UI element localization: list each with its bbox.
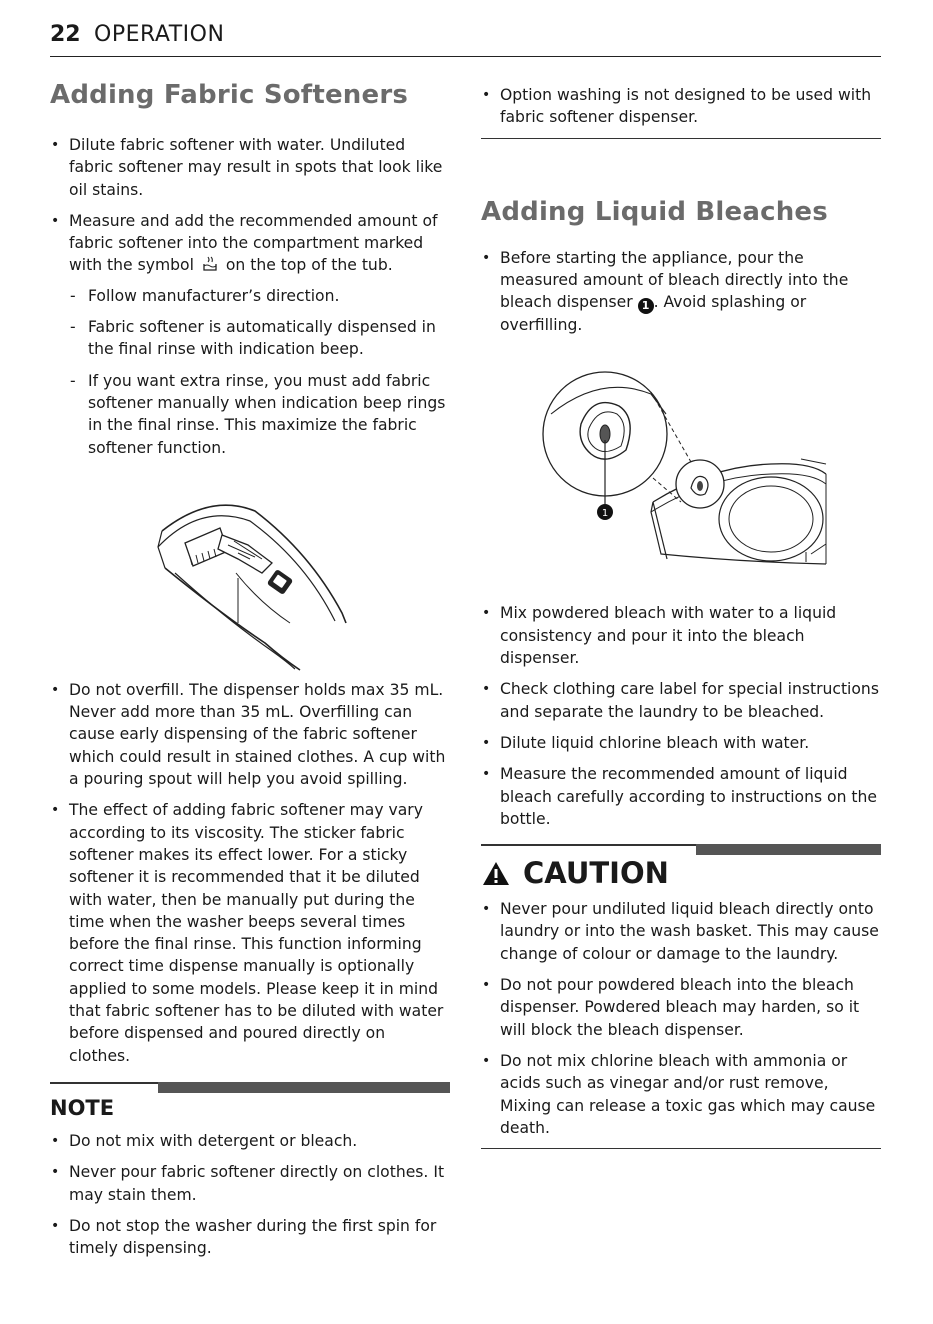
list-item-text: Before starting the appliance, pour the measured amount of bleach directly into the bleach dispenser [500, 248, 849, 312]
list-item: • The effect of adding fabric softener may vary according to its viscosity. The sticker fabric softener makes its effect lower. For a sticky softener it is recommended that it be diluted with water, then be manually put during the time when the washer beeps several times before the final rinse. This function informing correct time dispense manually is optionally applied to some models. Please keep it in mind that fabric softener has to be diluted with water before dispensed and poured directly on clothes. [50, 799, 450, 1067]
list-item: • Dilute liquid chlorine bleach with water. [481, 732, 881, 754]
callout-number: 1 [601, 508, 609, 520]
dash-item: - If you want extra rinse, you must add fabric softener manually when indication beep rings in the final rinse. This maximize the fabric softener function. [50, 370, 450, 459]
caution-list [481, 898, 881, 1139]
softener-option-list [481, 84, 881, 129]
list-item [481, 247, 881, 337]
list-item: • Do not stop the washer during the first spin for timely dispensing. [50, 1215, 450, 1260]
left-column [50, 80, 450, 1268]
page-header [50, 18, 881, 57]
note-title: NOTE [50, 1095, 115, 1120]
bleach-dispenser-illustration [481, 354, 881, 594]
note-list [50, 1130, 450, 1259]
list-item-text: . Avoid splashing or overfilling. [500, 293, 807, 335]
caution-title: CAUTION [523, 856, 669, 891]
caution-bar [481, 844, 881, 856]
list-item: • Check clothing care label for special instructions and separate the laundry to be bleached. [481, 678, 881, 723]
list-item-text: Measure and add the recommended amount of fabric softener into the compartment marked with the symbol [69, 211, 438, 275]
softeners-dash-list [50, 285, 450, 459]
list-item: • Option washing is not designed to be used with fabric softener dispenser. [481, 84, 881, 129]
note-bar [50, 1082, 450, 1094]
bleaches-list [481, 602, 881, 830]
list-item: • Measure the recommended amount of liquid bleach carefully according to instructions on the bottle. [481, 763, 881, 830]
divider [481, 1148, 881, 1149]
softeners-list [50, 134, 450, 277]
section-title: OPERATION [94, 22, 225, 47]
warning-triangle-icon [481, 860, 511, 887]
softeners-list-2 [50, 679, 450, 1067]
page-number: 22 [50, 22, 81, 47]
fabric-softeners-heading: Adding Fabric Softeners [50, 80, 409, 110]
list-item: • Dilute fabric softener with water. Undiluted fabric softener may result in spots that look like oil stains. [50, 134, 450, 201]
list-item: • Never pour undiluted liquid bleach directly onto laundry or into the wash basket. This may cause change of colour or damage to the laundry. [481, 898, 881, 965]
divider [481, 138, 881, 139]
list-item: • Do not overfill. The dispenser holds max 35 mL. Never add more than 35 mL. Overfilling can cause early dispensing of the fabric softener which could result in stained clothes. A cup with a pouring spout will help you avoid spilling. [50, 679, 450, 790]
list-item: • Mix powdered bleach with water to a liquid consistency and pour it into the bleach dispenser. [481, 602, 881, 669]
liquid-bleaches-heading: Adding Liquid Bleaches [481, 196, 828, 227]
softener-symbol-icon [201, 255, 219, 273]
list-item-text: on the top of the tub. [225, 256, 393, 275]
caution-heading [481, 856, 881, 890]
note-box [50, 1082, 450, 1259]
softener-dispenser-illustration [50, 473, 450, 673]
list-item: • Do not mix chlorine bleach with ammonia or acids such as vinegar and/or rust remove, Mixing can release a toxic gas which may cause death. [481, 1050, 881, 1139]
dash-item: - Fabric softener is automatically dispensed in the final rinse with indication beep. [50, 316, 450, 361]
list-item [50, 210, 450, 277]
callout-marker: 1 [638, 298, 654, 314]
dash-item: - Follow manufacturer’s direction. [50, 285, 450, 307]
list-item: • Do not mix with detergent or bleach. [50, 1130, 450, 1152]
list-item: • Do not pour powdered bleach into the bleach dispenser. Powdered bleach may harden, so it will block the bleach dispenser. [481, 974, 881, 1041]
right-column [481, 84, 881, 1149]
caution-box [481, 844, 881, 1149]
list-item: • Never pour fabric softener directly on clothes. It may stain them. [50, 1161, 450, 1206]
bleaches-intro-list [481, 247, 881, 337]
